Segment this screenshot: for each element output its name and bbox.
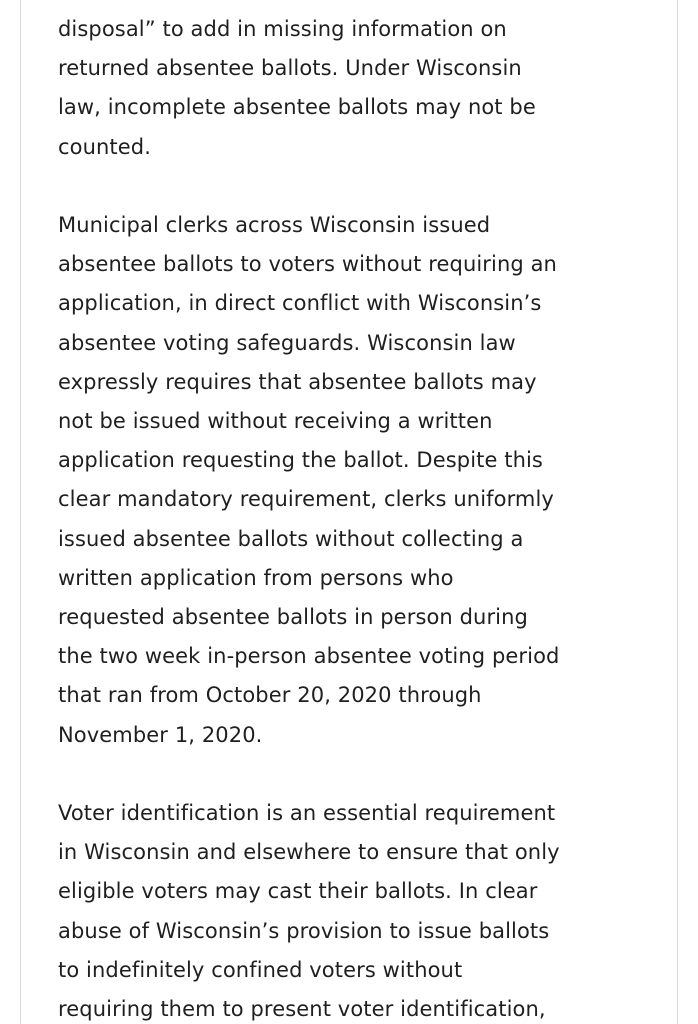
text-line: expressly requires that absentee ballots may <box>58 369 537 394</box>
paragraph-absentee-corrections <box>58 10 648 167</box>
text-line: disposal” to add in missing information on <box>58 17 507 41</box>
text-line: written application from persons who <box>58 565 454 590</box>
page-border-left <box>20 0 21 1024</box>
text-line: application, in direct conflict with Wisconsin’s <box>58 291 542 316</box>
text-line: November 1, 2020. <box>58 722 263 747</box>
text-line: abuse of Wisconsin’s provision to issue ballots <box>58 918 550 943</box>
text-line: absentee ballots to voters without requiring an <box>58 252 557 277</box>
text-line: to indefinitely confined voters without <box>58 957 463 982</box>
article-body <box>58 10 648 1024</box>
paragraph-voter-identification <box>58 794 648 1024</box>
text-line: law, incomplete absentee ballots may not be <box>58 95 536 120</box>
text-line: in Wisconsin and elsewhere to ensure that only <box>58 840 560 865</box>
page-border-right <box>677 0 678 1024</box>
text-line: eligible voters may cast their ballots. In clear <box>58 879 538 904</box>
text-line: Municipal clerks across Wisconsin issued <box>58 213 491 237</box>
text-line: requested absentee ballots in person during <box>58 605 528 630</box>
text-line: counted. <box>58 134 151 159</box>
text-line: application requesting the ballot. Despite this <box>58 448 543 473</box>
text-line: clear mandatory requirement, clerks uniformly <box>58 487 554 512</box>
text-line: the two week in-person absentee voting period <box>58 644 560 669</box>
text-line: absentee voting safeguards. Wisconsin law <box>58 330 516 355</box>
paragraph-municipal-clerks <box>58 206 648 755</box>
text-line: issued absentee ballots without collecting a <box>58 526 524 551</box>
text-line: that ran from October 20, 2020 through <box>58 683 482 708</box>
text-line: Voter identification is an essential requirement <box>58 801 556 826</box>
text-line: not be issued without receiving a written <box>58 409 493 434</box>
text-line: returned absentee ballots. Under Wisconsin <box>58 56 522 81</box>
text-line: requiring them to present voter identification, <box>58 997 546 1022</box>
